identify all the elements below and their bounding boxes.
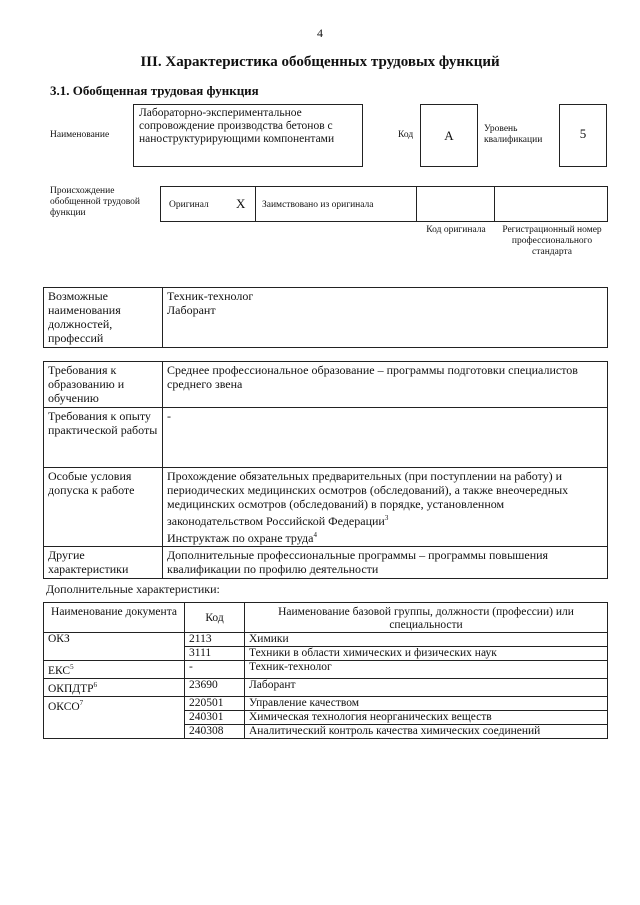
- original-mark: X: [236, 196, 246, 211]
- req-other-label: Другие характеристики: [44, 547, 163, 579]
- position-item: Лаборант: [167, 303, 216, 317]
- footnote-mark: 3: [384, 514, 389, 522]
- name-label: Наименование: [50, 130, 110, 140]
- name-cell: Управление качеством: [245, 696, 608, 710]
- footnote-mark: 4: [313, 531, 317, 539]
- borrowed-label: Заимствовано из оригинала: [262, 200, 374, 210]
- name-value: Лабораторно-экспериментальное сопровождение производства бетонов с наноструктурирующими компонентами: [133, 104, 363, 167]
- footnote-mark: 6: [93, 680, 98, 689]
- doc-name-cell: [44, 661, 185, 679]
- code-cell: 240301: [185, 710, 245, 724]
- table-row: [44, 696, 608, 710]
- doc-name-cell: [44, 696, 185, 738]
- reg-number-label: Регистрационный номер профессионального стандарта: [502, 225, 602, 257]
- original-label: Оригинал: [169, 200, 209, 210]
- page-number: 4: [317, 26, 323, 40]
- requirements-table: [43, 361, 608, 579]
- positions-values: [163, 288, 608, 348]
- section-title: III. Характеристика обобщенных трудовых функций: [140, 54, 500, 70]
- req-experience-value: -: [163, 408, 608, 468]
- doc-name: ОКСО: [48, 700, 80, 713]
- table-row: [44, 633, 608, 647]
- origin-label: Происхождение обобщенной трудовой функции: [50, 186, 140, 218]
- table-row: [44, 678, 608, 696]
- header-name: Наименование базовой группы, должности (профессии) или специальности: [245, 603, 608, 633]
- level-value: 5: [559, 104, 607, 167]
- footnote-mark: 5: [70, 663, 74, 671]
- position-item: Техник-технолог: [167, 289, 254, 303]
- name-cell: Химическая технология неорганических веществ: [245, 710, 608, 724]
- code-cell: 23690: [185, 678, 245, 696]
- req-admission-value: [163, 468, 608, 547]
- header-code: Код: [185, 603, 245, 633]
- code-value: А: [420, 104, 478, 167]
- doc-name-cell: [44, 633, 185, 661]
- doc-name: ОКПДТР: [48, 682, 94, 695]
- req-education-label: Требования к образованию и обучению: [44, 362, 163, 408]
- name-cell: Техник-технолог: [245, 661, 608, 679]
- code-label: Код: [398, 130, 414, 140]
- level-label: Уровень квалификации: [484, 124, 543, 145]
- footnote-mark: 7: [79, 698, 84, 707]
- req-experience-label: Требования к опыту практической работы: [44, 408, 163, 468]
- header-doc: Наименование документа: [44, 603, 185, 633]
- code-cell: 220501: [185, 696, 245, 710]
- doc-name: ОКЗ: [48, 633, 70, 645]
- additional-table: [43, 602, 608, 739]
- code-cell: 2113: [185, 633, 245, 647]
- code-cell: 240308: [185, 724, 245, 738]
- req-other-value: Дополнительные профессиональные программы – программы повышения квалификации по профилю деятельности: [163, 547, 608, 579]
- positions-label: Возможные наименования должностей, профессий: [44, 288, 163, 348]
- req-admission-line: Прохождение обязательных предварительных (при поступлении на работу) и периодических медицинских осмотров (обследований), а также внеочередных медицинских осмотров (обследований) в порядке, установленном законодательством Российской Федерации: [167, 469, 569, 528]
- name-cell: Лаборант: [245, 678, 608, 696]
- req-admission-line: Инструктаж по охране труда: [167, 531, 314, 545]
- doc-name-cell: [44, 678, 185, 696]
- additional-title: Дополнительные характеристики:: [46, 582, 220, 596]
- doc-name: ЕКС: [48, 664, 71, 677]
- name-cell: Техники в области химических и физических наук: [245, 647, 608, 661]
- subsection-title: 3.1. Обобщенная трудовая функция: [50, 83, 259, 98]
- table-row: [44, 661, 608, 679]
- req-admission-label: Особые условия допуска к работе: [44, 468, 163, 547]
- name-cell: Аналитический контроль качества химических соединений: [245, 724, 608, 738]
- name-cell: Химики: [245, 633, 608, 647]
- code-original-label: Код оригинала: [426, 225, 486, 235]
- req-education-value: Среднее профессиональное образование – программы подготовки специалистов среднего звена: [163, 362, 608, 408]
- code-cell: 3111: [185, 647, 245, 661]
- origin-box: [160, 186, 608, 222]
- code-cell: -: [185, 661, 245, 679]
- positions-table: [43, 287, 608, 348]
